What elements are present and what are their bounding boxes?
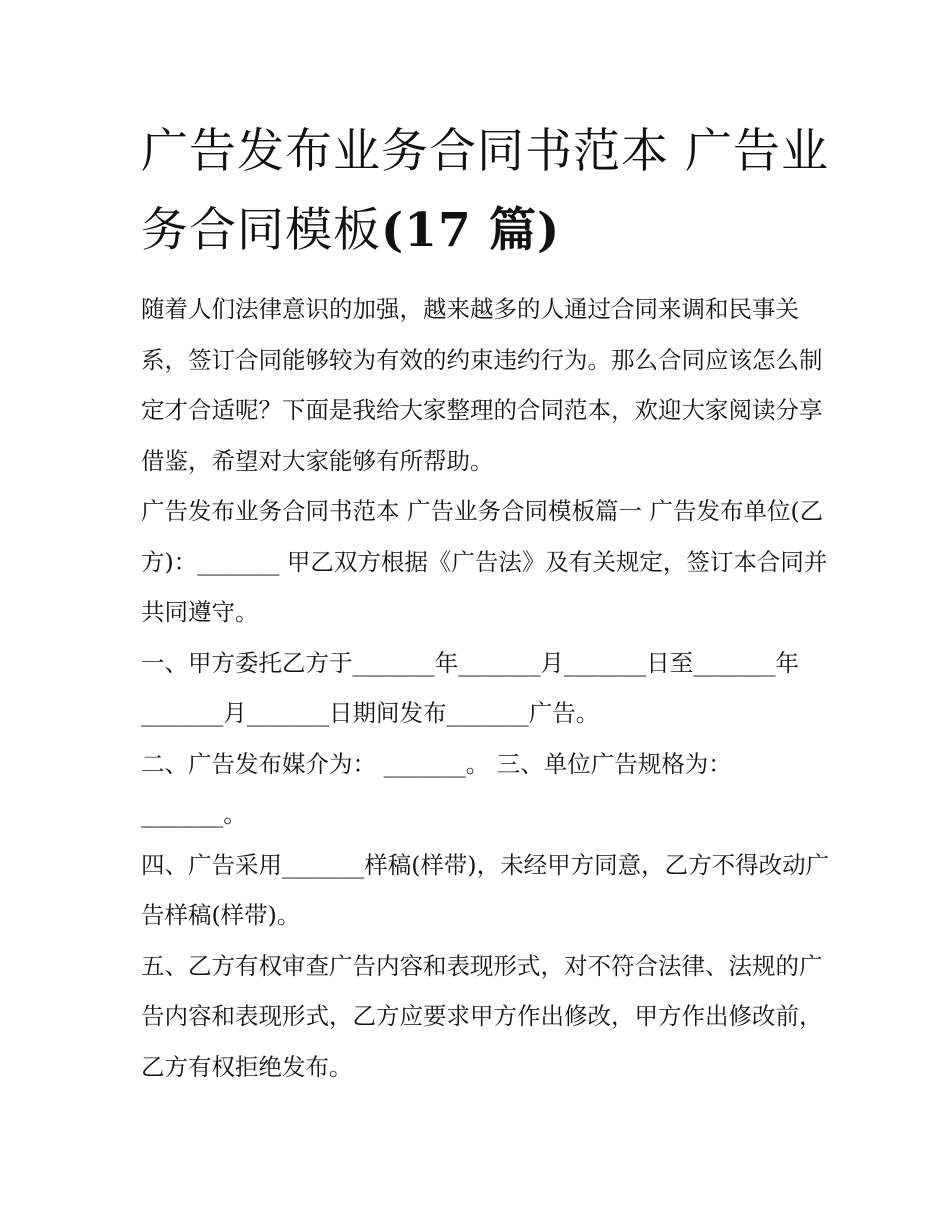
document-title-text: 广告发布业务合同书范本 广告业务合同模板 (141, 124, 829, 258)
clause-5-paragraph: 五、乙方有权审查广告内容和表现形式，对不符合法律、法规的广告内容和表现形式，乙方应要求甲方作出修改，甲方作出修改前，乙方有权拒绝发布。 (141, 951, 823, 1081)
clause-2-3-paragraph: 二、广告发布媒介为： _______。 三、单位广告规格为：_______。 (141, 749, 732, 828)
contract-preamble-paragraph: 广告发布业务合同书范本 广告业务合同模板篇一 广告发布单位(乙方)：_______ 甲乙双方根据《广告法》及有关规定，签订本合同并共同遵守。 (141, 497, 828, 626)
document-page (141, 112, 831, 1092)
document-title-count: (17 篇) (381, 203, 561, 258)
intro-paragraph: 随着人们法律意识的加强，越来越多的人通过合同来调和民事关系，签订合同能够较为有效的约束违约行为。那么合同应该怎么制定才合适呢？下面是我给大家整理的合同范本，欢迎大家阅读分享借鉴，希望对大家能够有所帮助。 (141, 295, 823, 475)
document-title (141, 112, 831, 270)
document-body (141, 284, 831, 1092)
clause-4-paragraph: 四、广告采用_______样稿(样带)，未经甲方同意，乙方不得改动广告样稿(样带)。 (141, 850, 830, 929)
clause-1-paragraph: 一、甲方委托乙方于_______年_______月_______日至_______年_______月_______日期间发布_______广告。 (141, 648, 799, 727)
